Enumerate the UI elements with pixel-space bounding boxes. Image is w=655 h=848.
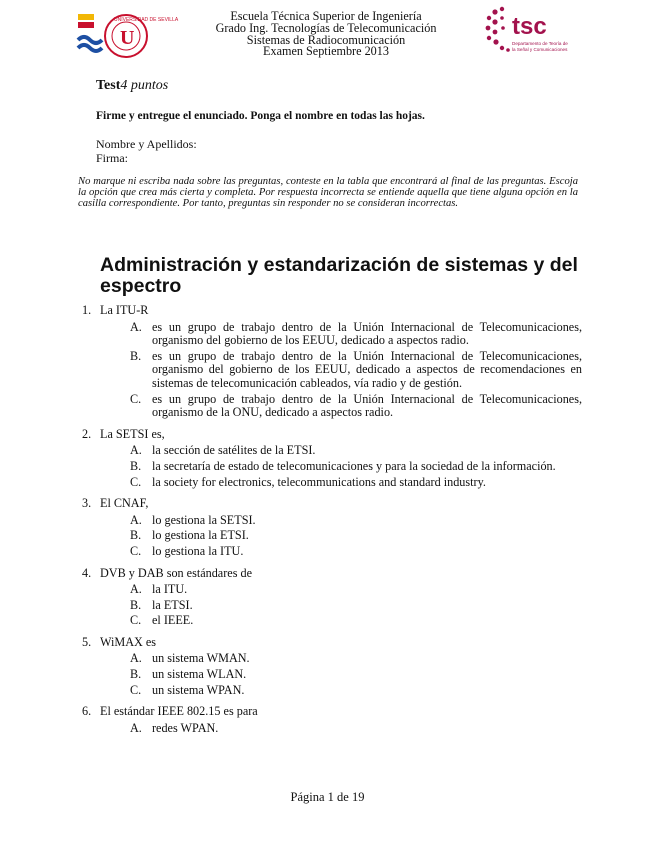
logo-left-text: UNIVERSIDAD DE SEVILLA (114, 17, 179, 23)
option-list (130, 722, 582, 736)
question-stem (82, 428, 582, 442)
tsc-logo-sub2: la Señal y Comunicaciones (512, 47, 568, 52)
option-letter: A. (130, 512, 142, 527)
answer-option (130, 668, 582, 682)
answer-option (130, 476, 582, 490)
option-letter: C. (130, 543, 142, 558)
question-number: 4. (82, 565, 92, 580)
question-item (82, 304, 582, 420)
option-letter: B. (130, 528, 142, 543)
instructions: Firme y entregue el enunciado. Ponga el nombre en todas las hojas. (96, 110, 425, 122)
answer-option (130, 599, 582, 613)
question-number: 2. (82, 426, 92, 441)
section-title: Administración y estandarización de sistemas y del espectro (100, 254, 578, 297)
svg-text:U: U (120, 27, 135, 49)
answer-option (130, 529, 582, 543)
option-letter: A. (130, 720, 142, 735)
question-number: 1. (82, 303, 92, 317)
option-list (130, 652, 582, 697)
option-text: un sistema WMAN. (152, 651, 250, 666)
header-line-degree: Grado Ing. Tecnologías de Telecomunicación (215, 20, 437, 35)
header-block (170, 11, 482, 58)
answer-option (130, 583, 582, 597)
question-item (82, 497, 582, 558)
option-letter: A. (130, 319, 142, 334)
option-text: redes WPAN. (152, 720, 219, 735)
option-list (130, 321, 582, 420)
question-stem (82, 636, 582, 650)
tsc-logo (485, 4, 570, 56)
option-list (130, 514, 582, 559)
option-letter: A. (130, 651, 142, 666)
option-letter: B. (130, 458, 142, 473)
student-fields (96, 137, 197, 165)
header-line-school: Escuela Técnica Superior de Ingeniería (230, 9, 422, 23)
option-list (130, 583, 582, 628)
option-letter: C. (130, 474, 142, 489)
answer-option (130, 393, 582, 420)
answer-option (130, 460, 582, 474)
answer-option (130, 514, 582, 528)
question-text: La ITU-R (100, 303, 149, 317)
option-letter: C. (130, 391, 142, 406)
test-title-label: Test (96, 78, 121, 93)
question-number: 6. (82, 704, 92, 719)
answer-option (130, 321, 582, 348)
universidad-sevilla-logo (76, 10, 179, 60)
question-number: 3. (82, 496, 92, 511)
option-text: la secretaría de estado de telecomunicaciones y para la sociedad de la información. (152, 458, 556, 473)
option-text: un sistema WLAN. (152, 667, 247, 682)
answer-option (130, 614, 582, 628)
header-line-exam: Examen Septiembre 2013 (263, 44, 389, 59)
question-stem (82, 304, 582, 318)
option-text: la ETSI. (152, 597, 193, 612)
answer-option (130, 684, 582, 698)
answer-option (130, 722, 582, 736)
question-stem (82, 705, 582, 719)
option-text: es un grupo de trabajo dentro de la Unión Internacional de Telecomunicaciones, organismo de la ONU, dedicado a aspectos radio. (152, 391, 582, 420)
question-item (82, 636, 582, 697)
option-text: la society for electronics, telecommunications and standard industry. (152, 474, 486, 489)
answer-option (130, 545, 582, 559)
answer-note: No marque ni escriba nada sobre las preguntas, conteste en la tabla que encontrará al final de las preguntas. Escoja la opción que crea más cierta y completa. Por respuesta incorrecta se entiende aquella que tiene alguna opción en la casilla correspondiente. Por tanto, preguntas sin responder no se consideran incorrectas. (78, 176, 578, 209)
answer-option (130, 350, 582, 391)
question-text: El estándar IEEE 802.15 es para (100, 704, 258, 719)
question-stem (82, 497, 582, 511)
page-footer: Página 1 de 19 (290, 790, 365, 804)
option-letter: C. (130, 682, 142, 697)
option-letter: B. (130, 348, 142, 363)
tsc-logo-text: tsc (512, 13, 547, 40)
option-text: la sección de satélites de la ETSI. (152, 443, 316, 458)
question-text: El CNAF, (100, 496, 149, 511)
option-text: es un grupo de trabajo dentro de la Unión Internacional de Telecomunicaciones, organismo del gobierno de los EEUU, dedicado a aspectos radio. (152, 319, 582, 348)
test-points: 4 puntos (120, 78, 169, 93)
option-text: un sistema WPAN. (152, 682, 245, 697)
option-text: lo gestiona la SETSI. (152, 512, 256, 527)
question-item (82, 567, 582, 628)
option-text: lo gestiona la ETSI. (152, 528, 249, 543)
question-text: WiMAX es (100, 634, 157, 649)
option-letter: A. (130, 582, 142, 597)
question-stem (82, 567, 582, 581)
tsc-logo-sub1: Departamento de Teoría de (512, 41, 568, 46)
name-label: Nombre y Apellidos: (96, 137, 197, 151)
question-number: 5. (82, 634, 92, 649)
answer-option (130, 652, 582, 666)
option-letter: B. (130, 667, 142, 682)
signature-label: Firma: (96, 151, 128, 165)
option-letter: C. (130, 613, 142, 628)
test-title (96, 78, 168, 94)
option-text: es un grupo de trabajo dentro de la Unión Internacional de Telecomunicaciones, organismo del gobierno de los EEUU, dedicado a aspectos de recomendaciones en sistemas de telecomunicación cableados, vía radio y de gestión. (152, 348, 582, 390)
question-item (82, 428, 582, 489)
answer-option (130, 444, 582, 458)
header-line-course: Sistemas de Radiocomunicación (246, 32, 406, 47)
question-list (82, 304, 582, 743)
option-text: la ITU. (152, 582, 188, 597)
option-letter: B. (130, 597, 142, 612)
option-letter: A. (130, 443, 142, 458)
question-item (82, 705, 582, 735)
question-text: La SETSI es, (100, 426, 165, 441)
option-text: el IEEE. (152, 613, 194, 628)
question-text: DVB y DAB son estándares de (100, 565, 252, 580)
option-list (130, 444, 582, 489)
option-text: lo gestiona la ITU. (152, 543, 244, 558)
